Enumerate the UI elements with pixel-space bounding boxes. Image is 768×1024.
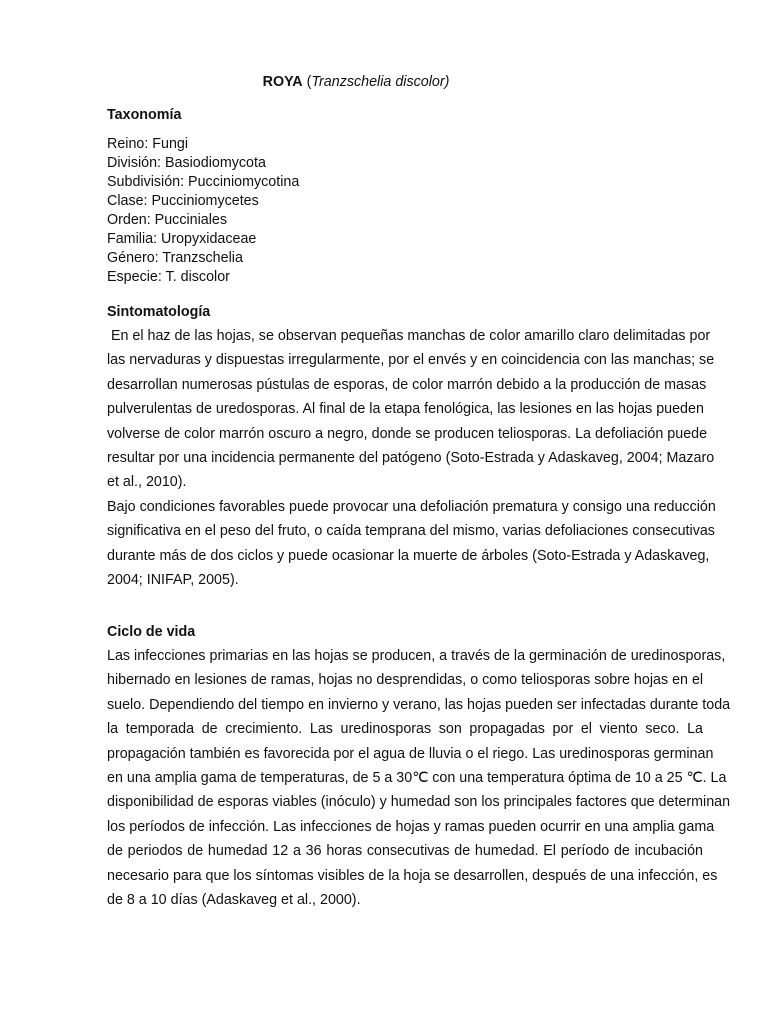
paragraph-line: propagación también es favorecida por el agua de lluvia o el riego. Las uredinosporas germinan [107,745,714,762]
paragraph-line: de 8 a 10 días (Adaskaveg et al., 2000). [107,892,361,909]
paragraph-line: et al., 2010). [107,474,187,491]
paragraph-line: Las infecciones primarias en las hojas se producen, a través de la germinación de uredinosporas, [107,648,726,664]
paragraph-line: En el haz de las hojas, se observan pequeñas manchas de color amarillo claro delimitadas por [107,328,711,344]
paragraph-line: suelo. Dependiendo del tiempo en invierno y verano, las hojas pueden ser infectadas durante toda [107,696,731,713]
heading-sintomatologia: Sintomatología [107,304,211,320]
paragraph-line: necesario para que los síntomas visibles de la hoja se desarrollen, después de una infección, es [107,867,718,884]
paragraph-line: hibernado en lesiones de ramas, hojas no desprendidas, o como teliosporas sobre hojas en el [107,672,704,689]
paragraph-line: en una amplia gama de temperaturas, de 5 a 30℃ con una temperatura óptima de 10 a 25 ℃. La [107,770,727,787]
sintomatologia-paragraph-2 [107,495,716,593]
taxonomy-item-genero: Género: Tranzschelia [107,250,243,266]
document-title [0,72,712,92]
taxonomy-item-clase: Clase: Pucciniomycetes [107,193,259,209]
taxonomy-item-familia: Familia: Uropyxidaceae [107,231,257,247]
paragraph-line: la temporada de crecimiento. Las uredinosporas son propagadas por el viento seco. La [107,721,703,738]
paragraph-line: los períodos de infección. Las infecciones de hojas y ramas pueden ocurrir en una amplia gama [107,818,715,835]
heading-taxonomia: Taxonomía [107,107,182,123]
taxonomy-list [107,135,299,287]
taxonomy-item-orden: Orden: Pucciniales [107,212,227,228]
title-species-italic: Tranzschelia discolor) [311,74,450,90]
sintomatologia-paragraph-1 [107,324,715,495]
paragraph-line: disponibilidad de esporas viables (inóculo) y humedad son los principales factores que determinan [107,794,731,811]
title-open-paren: ( [302,74,312,90]
paragraph-line: volverse de color marrón oscuro a negro, donde se producen teliosporas. La defoliación puede [107,425,708,442]
title-bold: ROYA [262,74,303,90]
paragraph-line: durante más de dos ciclos y puede ocasionar la muerte de árboles (Soto-Estrada y Adaskaveg, [107,547,710,564]
paragraph-line: de periodos de humedad 12 a 36 horas consecutivas de humedad. El período de incubación [107,843,703,860]
paragraph-line: Bajo condiciones favorables puede provocar una defoliación prematura y consigo una reducción [107,499,716,515]
taxonomy-item-division: División: Basiodiomycota [107,155,266,171]
paragraph-line: desarrollan numerosas pústulas de esporas, de color marrón debido a la producción de masas [107,376,707,393]
paragraph-line: resultar por una incidencia permanente del patógeno (Soto-Estrada y Adaskaveg, 2004; Mazaro [107,450,715,467]
paragraph-line: las nervaduras y dispuestas irregularmente, por el envés y en coincidencia con las manchas; se [107,352,715,369]
paragraph-line: significativa en el peso del fruto, o caída temprana del mismo, varias defoliaciones consecutivas [107,523,715,540]
ciclo-paragraph [107,644,731,912]
paragraph-line: pulverulentas de uredosporas. Al final de la etapa fenológica, las lesiones en las hojas pueden [107,401,704,418]
taxonomy-item-reino: Reino: Fungi [107,136,189,152]
taxonomy-item-subdivision: Subdivisión: Pucciniomycotina [107,174,300,190]
paragraph-line: 2004; INIFAP, 2005). [107,572,239,589]
taxonomy-item-especie: Especie: T. discolor [107,269,230,285]
heading-ciclo-de-vida: Ciclo de vida [107,624,196,640]
